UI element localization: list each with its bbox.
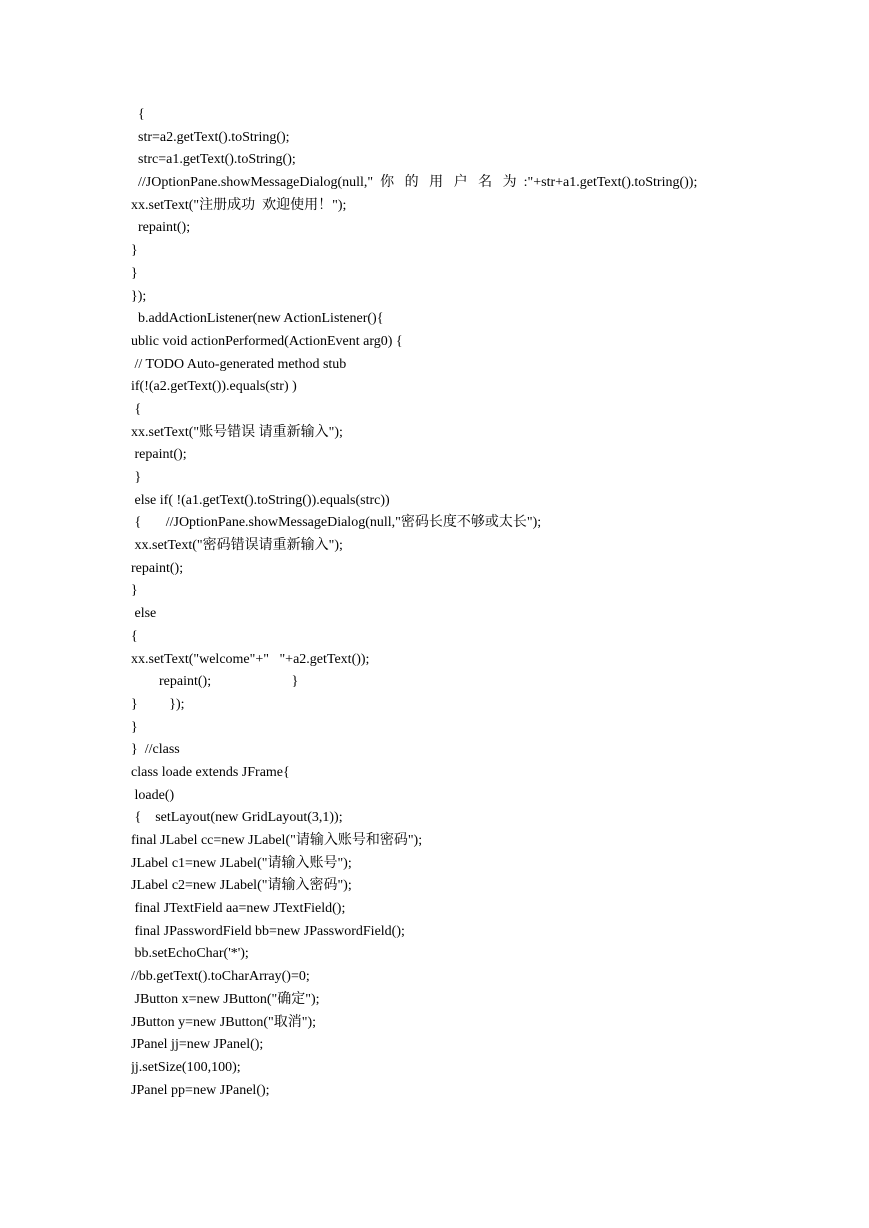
code-line: xx.setText("账号错误 请重新输入");	[131, 424, 343, 440]
code-line: { setLayout(new GridLayout(3,1));	[131, 810, 343, 826]
code-line: repaint();	[131, 560, 184, 576]
code-line: //JOptionPane.showMessageDialog(null," 你 的 用 户 名 为 :"+str+a1.getText().toString());	[131, 175, 698, 191]
code-line: final JPasswordField bb=new JPasswordField();	[131, 923, 405, 939]
code-line: {	[131, 628, 138, 644]
code-line: //bb.getText().toCharArray()=0;	[131, 969, 310, 985]
code-line: // TODO Auto-generated method stub	[131, 356, 347, 372]
code-line: jj.setSize(100,100);	[131, 1059, 241, 1075]
code-line: strc=a1.getText().toString();	[131, 152, 296, 168]
code-line: }	[131, 265, 138, 281]
code-line: {	[131, 401, 142, 417]
code-line: JButton x=new JButton("确定");	[131, 991, 320, 1007]
code-line: {	[131, 107, 145, 122]
code-line: { //JOptionPane.showMessageDialog(null,"密码长度不够或太长");	[131, 515, 542, 531]
code-line: JPanel jj=new JPanel();	[131, 1037, 264, 1053]
code-line: JButton y=new JButton("取消");	[131, 1014, 316, 1030]
code-line: repaint();	[131, 220, 191, 236]
code-line: ublic void actionPerformed(ActionEvent arg0) {	[131, 333, 403, 349]
code-line: } //class	[131, 742, 180, 758]
code-line: xx.setText("welcome"+" "+a2.getText());	[131, 651, 370, 667]
code-line: JLabel c2=new JLabel("请输入密码");	[131, 878, 352, 894]
code-line: }	[131, 243, 138, 259]
code-line: }	[131, 583, 138, 599]
code-line: xx.setText("注册成功 欢迎使用！");	[131, 197, 347, 213]
code-line: class loade extends JFrame{	[131, 764, 290, 780]
code-line: });	[131, 288, 147, 304]
code-line: JLabel c1=new JLabel("请输入账号");	[131, 855, 352, 871]
code-line: str=a2.getText().toString();	[131, 129, 290, 145]
code-line: xx.setText("密码错误请重新输入");	[131, 538, 343, 554]
code-line: repaint();	[131, 447, 187, 463]
code-line: }	[131, 719, 138, 735]
code-line: else if( !(a1.getText().toString()).equals(strc))	[131, 492, 390, 508]
code-line: final JTextField aa=new JTextField();	[131, 901, 346, 917]
code-line: } });	[131, 696, 185, 712]
code-line: JPanel pp=new JPanel();	[131, 1082, 270, 1098]
code-line: }	[131, 470, 142, 485]
code-line: loade()	[131, 787, 175, 803]
code-line: else	[131, 606, 157, 622]
code-line: final JLabel cc=new JLabel("请输入账号和密码");	[131, 833, 423, 848]
code-line: if(!(a2.getText()).equals(str) )	[131, 379, 297, 395]
code-line: b.addActionListener(new ActionListener(){	[131, 311, 384, 327]
code-listing	[131, 104, 831, 1102]
code-line: bb.setEchoChar('*');	[131, 946, 249, 962]
code-line: repaint(); }	[131, 674, 299, 690]
